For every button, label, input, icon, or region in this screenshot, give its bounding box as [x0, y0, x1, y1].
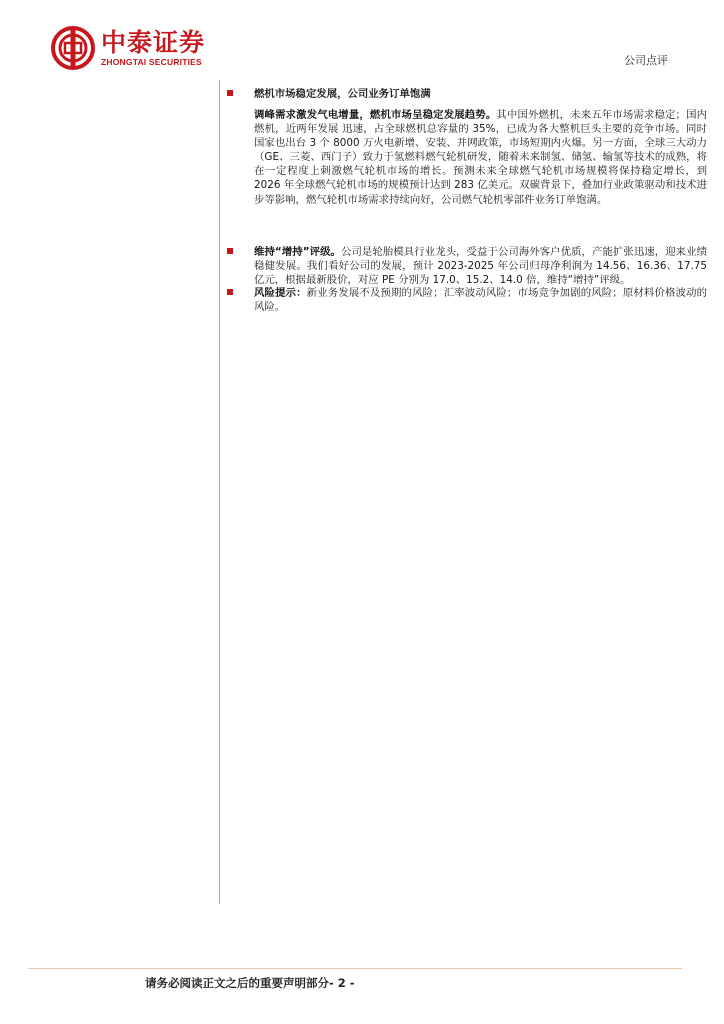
paragraph-risk: [254, 286, 707, 314]
company-logo: [51, 26, 221, 72]
paragraph-body: 公司是轮胎模具行业龙头，受益于公司海外客户优质，产能扩张迅速，迎来业绩稳健发展。我们看好公司的发展，预计 2023-2025 年公司归母净利润为 14.56、16.36、17.75 亿元，根据最新股价，对应 PE 分别为 17.0、15.2、14.0 倍，维持“增持”评级。: [254, 246, 707, 287]
section-gas-turbine-market: [227, 108, 707, 207]
section-title: 燃机市场稳定发展，公司业务订单饱满: [254, 88, 431, 100]
logo-english-name: ZHONGTAI SECURITIES: [101, 57, 202, 67]
paragraph-lead: 调峰需求激发气电增量，燃机市场呈稳定发展趋势。: [254, 109, 497, 121]
section-risk: [227, 286, 707, 314]
paragraph-rating: [254, 245, 707, 287]
logo-chinese-name: 中泰证券: [101, 28, 206, 57]
logo-mark-icon: [51, 26, 95, 70]
paragraph-lead: 风险提示：: [254, 287, 307, 299]
footer-divider: [28, 968, 682, 969]
paragraph-gas-turbine: [254, 108, 707, 207]
paragraph-body: 新业务发展不及预期的风险；汇率波动风险；市场竞争加剧的风险；原材料价格波动的风险。: [254, 287, 708, 314]
section-rating: [227, 245, 707, 287]
bullet-marker: [227, 289, 233, 295]
document-type-label: 公司点评: [624, 54, 668, 67]
bullet-marker: [227, 248, 233, 254]
section-heading-market: [227, 87, 707, 101]
footer-disclaimer: 请务必阅读正文之后的重要声明部分- 2 -: [145, 976, 355, 990]
paragraph-body: 其中国外燃机，未来五年市场需求稳定；国内燃机，近两年发展 迅速，占全球燃机总容量的 35%，已成为各大整机巨头主要的竞争市场。同时国家也出台 3 个 8000 万火电新增、安装、并网政策，市场短期内火爆。另一方面，全球三大动力（GE、三菱、西门子）致力于氢燃料燃气轮机研发，随着未来制氢、储氢、输氢等技术的成熟，将在一定程度上刺激燃气轮机市场的增长。预测未来全球燃气轮机市场规模将保持稳定增长，到 2026 年全球燃气轮机市场的规模预计达到 283 亿美元。双碳背景下，叠加行业政策驱动和技术进步等影响，燃气轮机市场需求持续向好，公司燃气轮机零部件业务订单饱满。: [254, 109, 708, 206]
bullet-marker: [227, 90, 233, 96]
left-column-divider: [219, 80, 220, 904]
paragraph-lead: 维持“增持”评级。: [254, 246, 342, 258]
